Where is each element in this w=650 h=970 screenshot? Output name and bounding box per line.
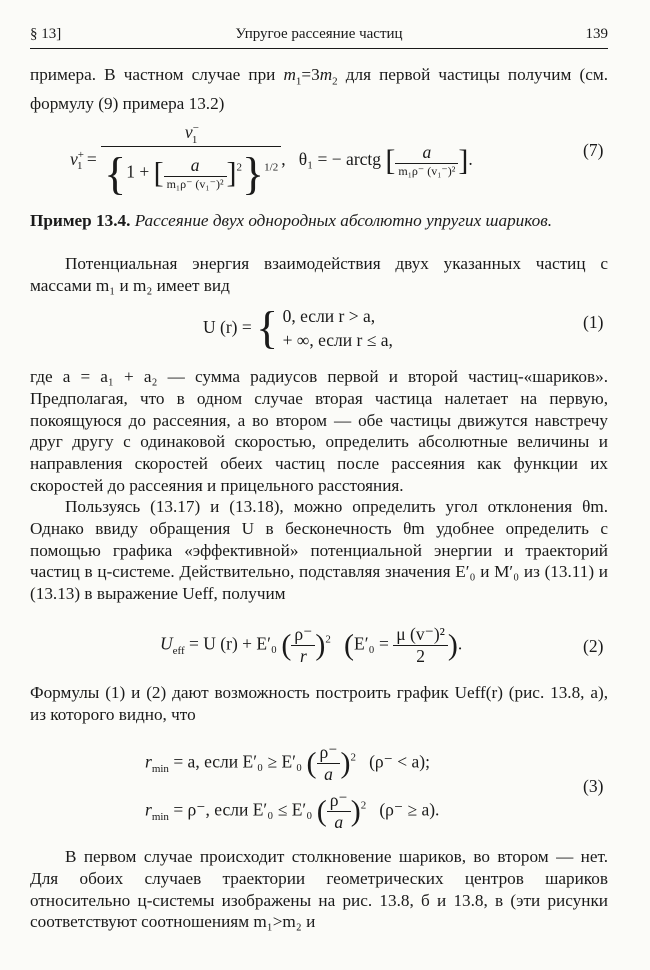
equation-7: $v^+_1$ = $v^-_1$ {1 + [ $\frac{a}{\text{m₁ρ⁻ (v₁⁻)²}}$ ]$^2$}$^{1/2}$ , θ₁ = − arctg [ $\frac{a}{\text{m₁ρ⁻ (v₁⁻)²}}$ ]. [70,122,473,199]
paragraph-cases: В первом случае происходит столкновение шариков, во втором — нет. Для обоих случаев траектории геометрических центров шариков относительно ц-системы изображены на рис. 13.8, б и 13.8, в (эти рисунки соответствуют соотношениям m₁>m₂ и [30,847,608,932]
fraction-arctg: $\frac{a}{\text{m₁ρ⁻ (v₁⁻)²}}$ [395,142,458,179]
equation-number-1: (1) [583,312,604,332]
running-header [30,24,608,49]
page-number: 139 [585,26,608,42]
equation-3-row-1: $r_{min} = a$, если E′₀ ≥ E′₀ ( $\frac{\rho^-}{a}$ )$^2$ (ρ⁻ < a); [145,742,430,784]
equation-number-7: (7) [583,140,604,160]
equation-number-3: (3) [583,776,604,796]
equation-number-2: (2) [583,636,604,656]
running-title: Упругое рассеяние частиц [235,26,403,42]
equation-3-row-2: $r_{min} = \rho^-$, если E′₀ ≤ E′₀ ( $\frac{\rho^-}{a}$ )$^2$ (ρ⁻ ≥ a). [145,790,440,832]
paragraph-graph: Формулы (1) и (2) дают возможность построить график Ueff(r) (рис. 13.8, а), из которого видно, что [30,683,608,724]
paragraph-method: Пользуясь (13.17) и (13.18), можно определить угол отклонения θm. Однако ввиду обращения U в бесконечность θm удобнее определить с помощью графика «эффективной» потенциальной энергии и траекторий частиц в ц-системе. Действительно, подставляя значения E′₀ и M′₀ из (13.11) и (13.13) в выражение Ueff, получим [30,497,608,604]
equation-1: U (r) = { 0, если r > a, + ∞, если r ≤ a, [203,302,393,353]
section-marker: § 13] [30,26,62,42]
example-heading: Пример 13.4. Рассеяние двух однородных абсолютно упругих шариков. [30,211,553,230]
equation-2: $U_{eff} = U$ (r) + E′₀ ( $\frac{\rho^-}{r}$ )$^2$ (E′₀ = $\frac{\text{μ (v⁻)²}}{2}$ ). [160,624,463,666]
fraction-v1: $v^-_1$ {1 + [ $\frac{a}{\text{m₁ρ⁻ (v₁⁻)²}}$ ]$^2$}$^{1/2}$ [101,122,281,200]
paragraph-potential: Потенциальная энергия взаимодействия двух указанных частиц с массами m₁ и m₂ имеет вид [30,254,608,295]
paragraph-intro: примера. В частном случае при $m_1=3m_2$ для первой частицы получим (см. формулу (9) примера 13.2) [30,65,608,114]
paragraph-problem: где a = a₁ + a₂ — сумма радиусов первой и второй частиц-«шариков». Предполагая, что в одном случае вторая частица налетает на первую, покоящуюся до рассеяния, а во втором — обе частицы движутся навстречу друг другу с одинаковой скоростью, определить абсолютные величины и направления скоростей обеих частиц после рассеяния как функции их скоростей до рассеяния и прицельного расстояния. [30,367,608,495]
